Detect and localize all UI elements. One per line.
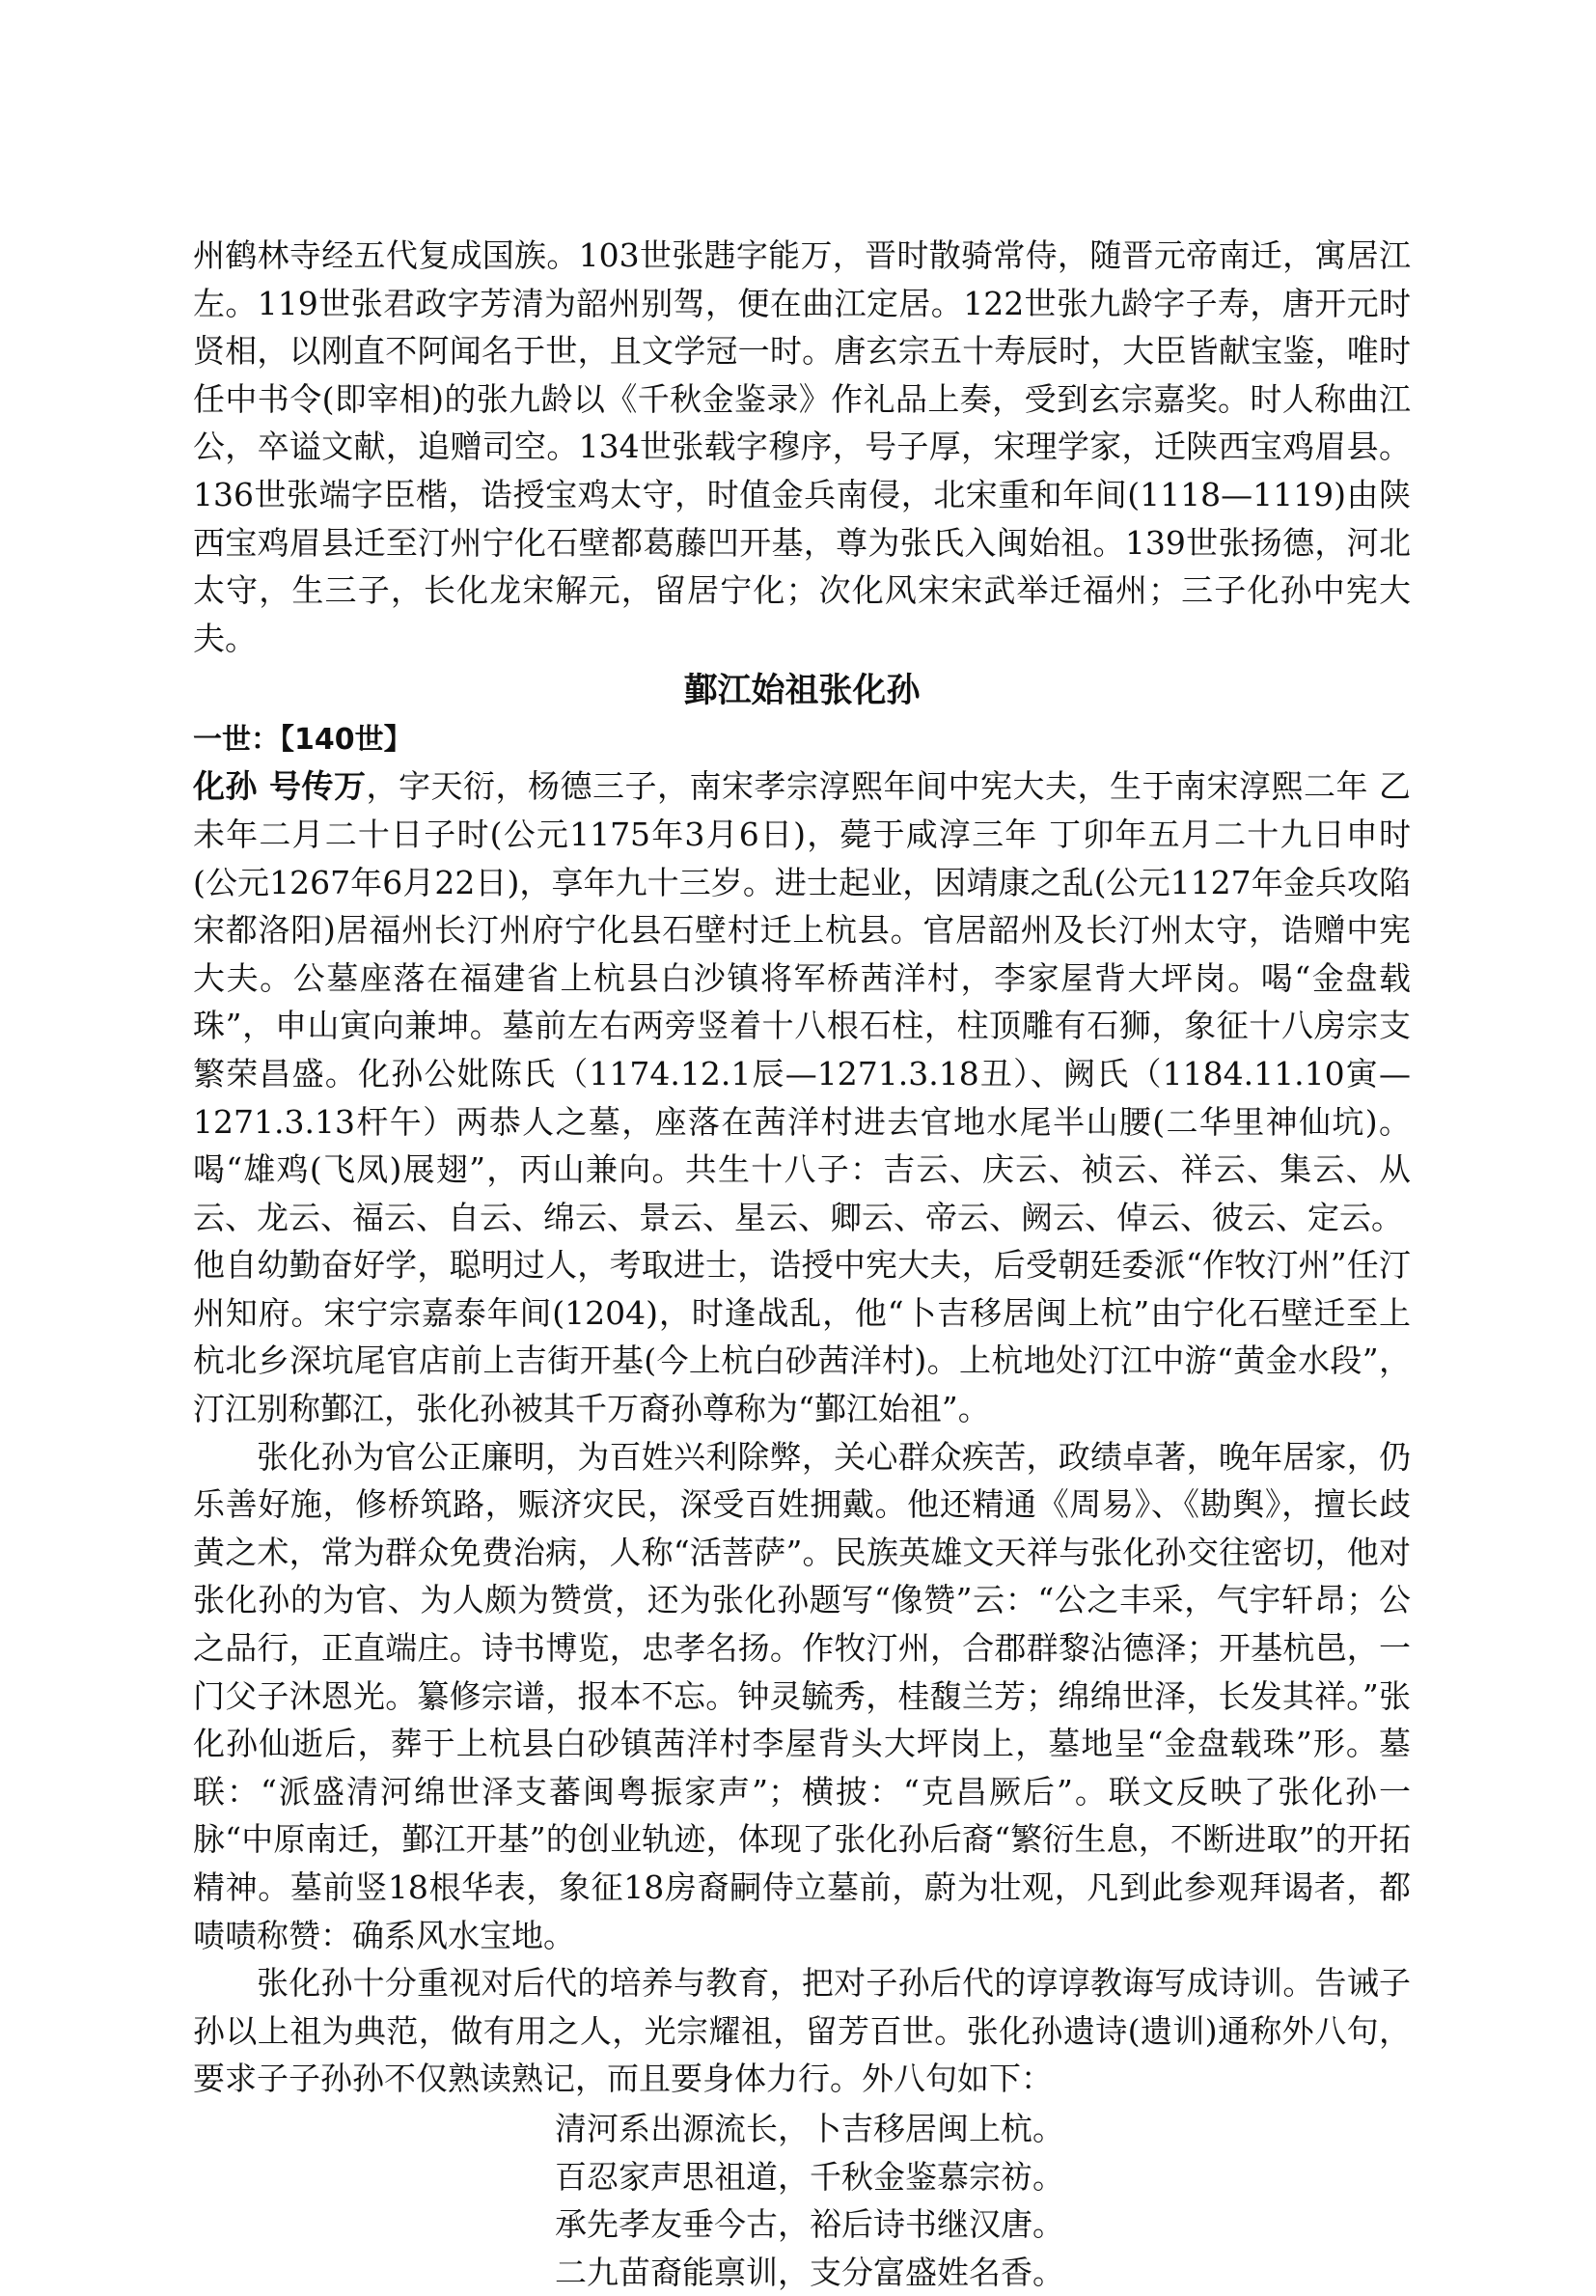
poem-line: 百忍家声思祖道，千秋金鉴慕宗祊。 bbox=[555, 2157, 1064, 2196]
poem-line: 清河系出源流长，卜吉移居闽上杭。 bbox=[555, 2109, 1064, 2147]
intro-paragraph: 州鹤林寺经五代复成国族。103世张韪字能万，晋时散骑常侍，随晋元帝南迁，寓居江左。119世张君政字芳清为韶州别驾，便在曲江定居。122世张九龄字子寿，唐开元时贤相，以刚直不阿闻名于世，且文学冠一时。唐玄宗五十寿辰时，大臣皆献宝鉴，唯时任中书令(即宰相)的张九龄以《千秋金鉴录》作礼品上奏，受到玄宗嘉奖。时人称曲江公，卒谥文献，追赠司空。134世张载字穆序，号子厚，宋理学家，迁陕西宝鸡眉县。136世张端字臣楷，诰授宝鸡太守，时值金兵南侵，北宋重和年间(1118—1119)由陕西宝鸡眉县迁至汀州宁化石壁都葛藤凹开基，尊为张氏入闽始祖。139世张扬德，河北太守，生三子，长化龙宋解元，留居宁化；次化风宋宋武举迁福州；三子化孙中宪大夫。 bbox=[193, 236, 1411, 657]
document-page bbox=[193, 232, 1411, 2296]
biography-text: ，字天衍，杨德三子，南宋孝宗淳熙年间中宪大夫，生于南宋淳熙二年 乙未年二月二十日子时(公元1175年3月6日)，薨于咸淳三年 丁卯年五月二十九日申时(公元1267年6月22日)，享年九十三岁。进士起业，因靖康之乱(公元1127年金兵攻陷宋都洛阳)居福州长汀州府宁化县石壁村迁上杭县。官居韶州及长汀州太守，诰赠中宪大夫。公墓座落在福建省上杭县白沙镇将军桥茜洋村，李家屋背大坪岗。喝“金盘载珠”，申山寅向兼坤。墓前左右两旁竖着十八根石柱，柱顶雕有石狮，象征十八房宗支繁荣昌盛。化孙公妣陈氏（1174.12.1辰—1271.3.18丑）、阙氏（1184.11.10寅—1271.3.13杆午）两恭人之墓，座落在茜洋村进去官地水尾半山腰(二华里神仙坑)。喝“雄鸡(飞凤)展翅”，丙山兼向。共生十八子：吉云、庆云、祯云、祥云、集云、从云、龙云、福云、自云、绵云、景云、星云、卿云、帝云、阙云、倬云、彼云、定云。 bbox=[193, 767, 1411, 1236]
body-paragraph: 他自幼勤奋好学，聪明过人，考取进士，诰授中宪大夫，后受朝廷委派“作牧汀州”任汀州知府。宋宁宗嘉泰年间(1204)，时逢战乱，他“卜吉移居闽上杭”由宁化石壁迁至上杭北乡深坑尾官店前上吉街开基(今上杭白砂茜洋村)。上杭地处汀江中游“黄金水段”，汀江别称鄞江，张化孙被其千万裔孙尊称为“鄞江始祖”。 bbox=[193, 1246, 1411, 1428]
body-paragraph: 张化孙为官公正廉明，为百姓兴利除弊，关心群众疾苦，政绩卓著，晚年居家，仍乐善好施，修桥筑路，赈济灾民，深受百姓拥戴。他还精通《周易》、《勘舆》，擅长歧黄之术，常为群众免费治病，人称“活菩萨”。民族英雄文天祥与张化孙交往密切，他对张化孙的为官、为人颇为赞赏，还为张化孙题写“像赞”云：“公之丰采，气宇轩昂；公之品行，正直端庄。诗书博览，忠孝名扬。作牧汀州，合郡群黎沾德泽；开基杭邑，一门父子沐恩光。纂修宗谱，报本不忘。钟灵毓秀，桂馥兰芳；绵绵世泽，长发其祥。”张化孙仙逝后，葬于上杭县白砂镇茜洋村李屋背头大坪岗上，墓地呈“金盘载珠”形。墓联：“派盛清河绵世泽支蕃闽粤振家声”；横披：“克昌厥后”。联文反映了张化孙一脉“中原南迁，鄞江开基”的创业轨迹，体现了张化孙后裔“繁衍生息，不断进取”的开拓精神。墓前竖18根华表，象征18房裔嗣侍立墓前，蔚为壮观，凡到此参观拜谒者，都啧啧称赞：确系风水宝地。 bbox=[193, 1437, 1411, 1954]
biography-lead: 化孙 号传万 bbox=[193, 767, 367, 806]
section-title: 鄞江始祖张化孙 bbox=[683, 672, 921, 711]
poem-block bbox=[193, 2105, 1411, 2296]
generation-heading: 一世：【140世】 bbox=[193, 723, 413, 758]
poem-line: 二九苗裔能禀训，支分富盛姓名香。 bbox=[555, 2253, 1064, 2291]
biography-paragraph bbox=[193, 762, 1411, 1241]
poem-line: 承先孝友垂今古，裕后诗书继汉唐。 bbox=[555, 2205, 1064, 2244]
body-paragraph: 张化孙十分重视对后代的培养与教育，把对子孙后代的谆谆教诲写成诗训。告诫子孙以上祖为典范，做有用之人，光宗耀祖，留芳百世。张化孙遗诗(遗训)通称外八句，要求子子孙孙不仅熟读熟记，而且要身体力行。外八句如下： bbox=[193, 1964, 1411, 2098]
